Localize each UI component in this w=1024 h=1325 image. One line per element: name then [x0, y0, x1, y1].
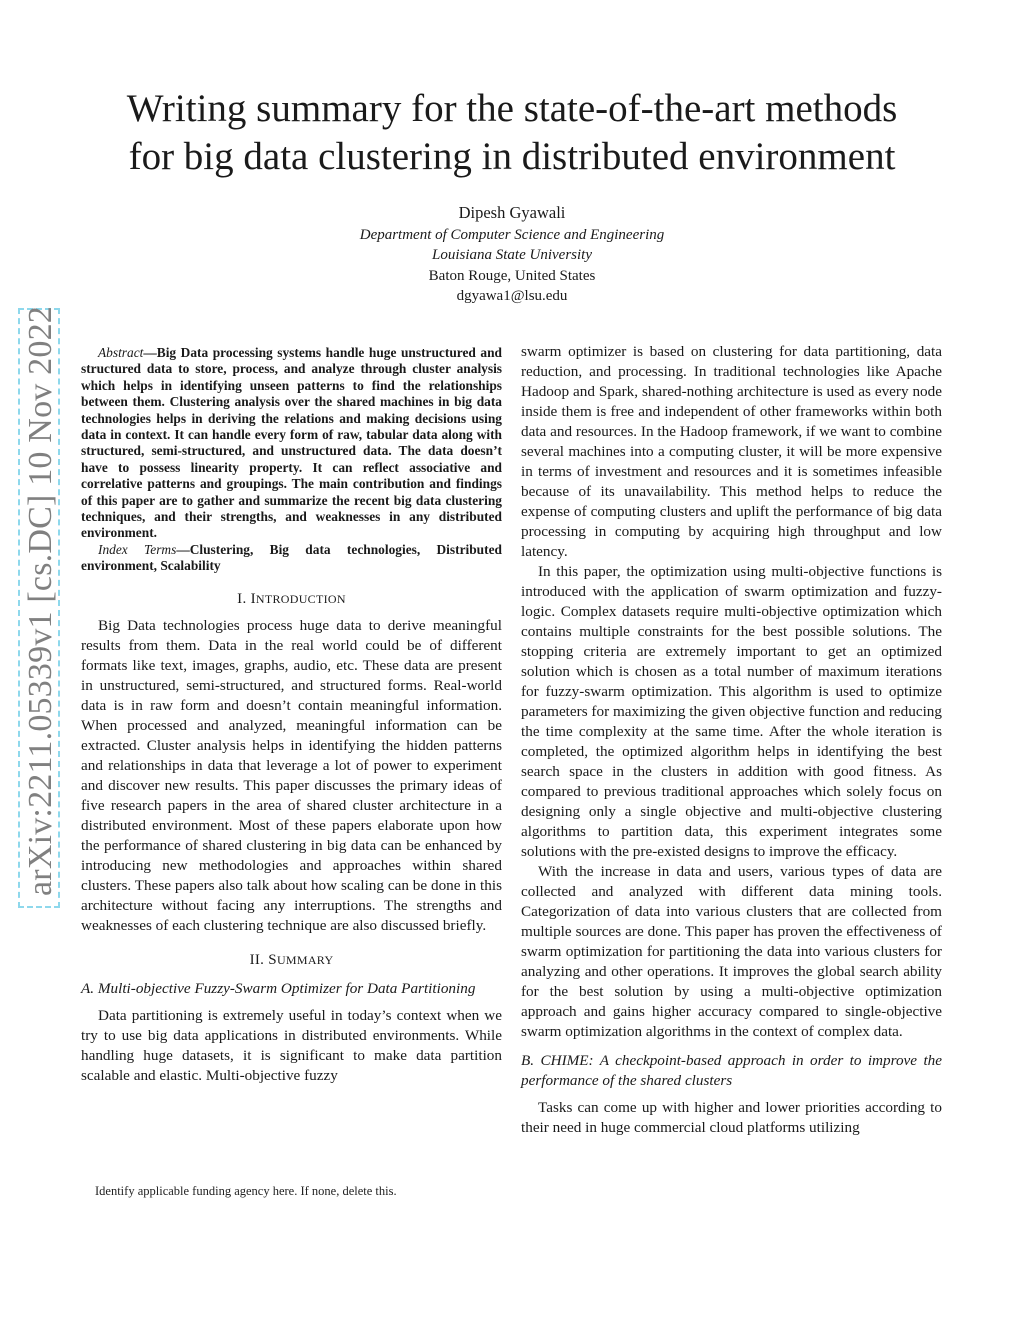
section-heading-summary — [81, 950, 502, 970]
section-number: II. — [249, 951, 269, 968]
subsection-a-paragraph: Data partitioning is extremely useful in today’s context when we try to use big data applications in distributed environments. While handling huge datasets, it is significant to make data partition scalable and elastic. Multi-objective fuzzy — [81, 1006, 502, 1084]
right-paragraph-1: swarm optimizer is based on clustering for data partitioning, data reduction, and processing. In traditional technologies like Apache Hadoop and Spark, shared-nothing architecture is used as every node inside them is free and independent of other frameworks within both data and resources. In the Hadoop framework, if we want to combine several machines into a computing cluster, it will be more expensive in terms of investment and resources and it is sometimes infeasible because of its unavailability. This method helps to reduce the expense of computing clusters and uplift the performance of big data processing in computing by acquiring high throughput and low latency. — [521, 343, 942, 560]
section-rest: UMMARY — [276, 952, 334, 967]
subsection-a-heading: A. Multi-objective Fuzzy-Swarm Optimizer for Data Partitioning — [81, 979, 476, 997]
subsection-b-paragraph: Tasks can come up with higher and lower priorities according to their need in huge commercial cloud platforms utilizing — [521, 1099, 942, 1136]
abstract — [81, 345, 502, 575]
index-terms-text: Clustering, Big data technologies, Distributed environment, Scalability — [81, 541, 502, 574]
section-rest: NTRODUCTION — [255, 591, 346, 606]
title-line-2: for big data clustering in distributed environment — [128, 135, 896, 178]
right-paragraph-2: In this paper, the optimization using multi-objective functions is introduced with the application of swarm optimization and fuzzy-logic. Complex datasets require multi-objective optimization which contains multiple constraints for the best possible solutions. The stopping criteria are extremely important to get an optimized solution which is chosen as a total number of maximum iterations for fuzzy-swarm optimization. This algorithm is used to optimize parameters for maximizing the given objective function and reducing the time complexity at the same time. After the whole iteration is completed, the optimized algorithm helps in identifying the best search space in the clusters in addition with good fitness. As compared to previous traditional approaches which solely focus on designing only a single objective and multi-objective clustering algorithms to partition data, this experiment integrates some solutions with the pre-existed designs to improve the efficacy. — [521, 563, 942, 860]
index-terms-label: Index Terms — [98, 541, 177, 557]
author-block — [200, 203, 824, 307]
left-column — [81, 342, 502, 1086]
abstract-paragraph: Abstract—Big Data processing systems handle huge unstructured and structured data to store, process, and analyze through cluster analysis which helps in identifying unseen patterns to find the relationships between them. Clustering analysis over the shared machines in big data technologies helps in deriving the relations and making decisions using data in context. It can handle every form of raw, tabular data along with structured, semi-structured, and unstructured data. The data doesn’t have to possess linearity property. It can reflect associative and correlative patterns and groupings. The main contribution and findings of this paper are to gather and summarize the recent big data clustering techniques, and their strengths, and weaknesses in any distributed environment. — [81, 345, 502, 541]
funding-footnote: Identify applicable funding agency here. If none, delete this. — [95, 1184, 397, 1198]
right-paragraph-3: With the increase in data and users, various types of data are collected and analyzed with different data mining tools. Categorization of data into various clusters that are collected from multiple sources are done. This paper has proven the effectiveness of swarm optimization for partitioning the data into various clusters for analyzing and other operations. It improves the global search ability for the best solution by using a multi-objective optimization approach and gains higher accuracy compared to single-objective swarm optimization algorithms in the context of complex data. — [521, 863, 942, 1040]
section-number: I. — [237, 590, 251, 607]
abstract-label: Abstract — [98, 345, 144, 360]
abstract-text: Big Data processing systems handle huge unstructured and structured data to store, process, and analyze through cluster analysis which helps in identifying unseen patterns to find the relationships between them. Clustering analysis over the shared machines in big data technologies helps in deriving the relations and making decisions using data in context. It can handle every form of raw, tabular data along with structured, semi-structured, and unstructured data. The data doesn’t have to possess linearity property. It can reflect associative and correlative patterns and groupings. The main contribution and findings of this paper are to gather and summarize the recent big data clustering techniques, and their strengths, and weaknesses in any distributed environment. — [81, 345, 502, 541]
paper-title — [60, 85, 964, 181]
author-location: Baton Rouge, United States — [428, 267, 596, 284]
section-heading-introduction — [81, 589, 502, 609]
section-cap: I — [250, 590, 256, 607]
title-line-1: Writing summary for the state-of-the-art methods — [126, 87, 898, 130]
author-department: Department of Computer Science and Engineering — [359, 226, 665, 243]
section-cap: S — [268, 951, 277, 968]
index-terms: Index Terms—Clustering, Big data technologies, Distributed environment, Scalability — [81, 541, 502, 574]
right-column — [521, 342, 942, 1138]
author-university: Louisiana State University — [432, 247, 592, 263]
author-email: dgyawa1@lsu.edu — [456, 288, 568, 304]
subsection-b-heading: B. CHIME: A checkpoint-based approach in order to improve the performance of the shared clusters — [521, 1052, 942, 1089]
introduction-paragraph: Big Data technologies process huge data to derive meaningful results from them. Data in the real world could be of different formats like text, images, graphs, audio, etc. These data are present in unstructured, semi-structured, and structured forms. Real-world data is in raw form and doesn’t contain meaningful information. When processed and analyzed, meaningful information can be extracted. Cluster analysis helps in identifying the hidden patterns and relationships in data that leverage a lot of power to experiment and discover new results. This paper discusses the primary ideas of five research papers in the area of shared cluster architecture in a distributed environment. Most of these papers elaborate upon how the performance of shared clustering in big data can be enhanced by introducing new methodologies and approaches within shared clusters. These papers also talk about how scaling can be done in this architecture without facing any interruptions. The strengths and weaknesses of each clustering technique are also discussed briefly. — [81, 616, 502, 934]
arxiv-identifier: arXiv:2211.05339v1 [cs.DC] 10 Nov 2022 — [22, 306, 59, 896]
author-name: Dipesh Gyawali — [458, 203, 566, 222]
